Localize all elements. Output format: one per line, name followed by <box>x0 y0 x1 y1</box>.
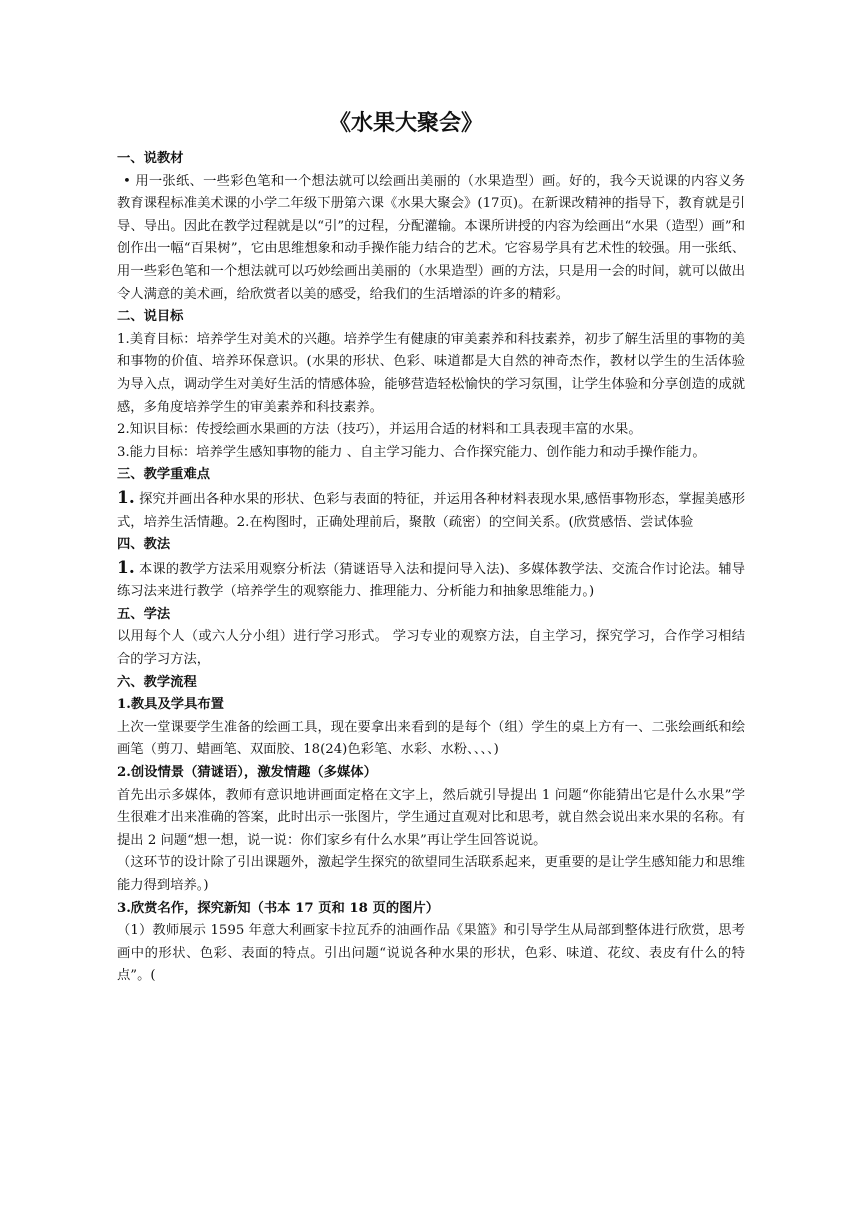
section-heading-key-points: 三、教学重难点 <box>117 467 211 483</box>
document-page <box>117 108 745 988</box>
section-heading-learning-methods: 五、学法 <box>117 606 171 622</box>
paragraph <box>117 557 745 604</box>
paragraph: • 用一张纸、一些彩色笔和一个想法就可以绘画出美丽的（水果造型）画。好的，我今天说课的内容义务教育课程标准美术课的小学二年级下册第六课《水果大聚会》(17页)。在新课改精神的指导下，教育就是引导、导出。因此在教学过程就是以“引”的过程，分配灌输。本课所讲授的内容为绘画出“水果（造型）画”和创作出一幅“百果树”，它由思维想象和动手操作能力结合的艺术。它容易学具有艺术性的较强。用一张纸、用一些彩色笔和一个想法就可以巧妙绘画出美丽的（水果造型）画的方法，只是用一会的时间，就可以做出令人满意的美术画，给欣赏者以美的感受，给我们的生活增添的许多的精彩。 <box>117 173 745 302</box>
section-heading-teaching-process: 六、教学流程 <box>117 674 197 690</box>
paragraph-text: 探究并画出各种水果的形状、色彩与表面的特征，并运用各种材料表现水果,感悟事物形态，掌握美感形式，培养生活情趣。2.在构图时，正确处理前后，聚散（疏密）的空间关系。(欣赏感悟、尝试体验 <box>117 491 745 530</box>
paragraph: 首先出示多媒体，教师有意识地讲画面定格在文字上，然后就引导提出 1 问题“你能猜出它是什么水果”学生很难才出来准确的答案，此时出示一张图片，学生通过直观对比和思考，就自然会说出来水果的名称。有提出 2 问题“想一想，说一说：你们家乡有什么水果”再让学生回答说说。 <box>117 787 745 848</box>
paragraph <box>117 487 745 534</box>
paragraph: （这环节的设计除了引出课题外，激起学生探究的欲望同生活联系起来，更重要的是让学生感知能力和思维能力得到培养。) <box>117 855 745 893</box>
section-heading-teaching-material: 一、说教材 <box>117 151 184 166</box>
paragraph: 以用每个人（或六人分小组）进行学习形式。 学习专业的观察方法，自主学习，探究学习，合作学习相结合的学习方法， <box>117 629 745 668</box>
paragraph: 1.美育目标：培养学生对美术的兴趣。培养学生有健康的审美素养和科技素养，初步了解生活里的事物的美和事物的价值、培养环保意识。(水果的形状、色彩、味道都是大自然的神奇杰作，教材以学生的生活体验为导入点，调动学生对美好生活的情感体验，能够营造轻松愉快的学习氛围，让学生体验和分享创造的成就感，多角度培养学生的审美素养和科技素养。 <box>117 331 745 415</box>
paragraph: 上次一堂课要学生准备的绘画工具，现在要拿出来看到的是每个（组）学生的桌上方有一、二张绘画纸和绘画笔（剪刀、蜡画笔、双面胶、18(24)色彩笔、水彩、水粉、、、、) <box>117 719 745 758</box>
subheading: 3.欣赏名作，探究新知（书本 17 页和 18 页的图片） <box>117 900 440 916</box>
subheading: 2.创设情景（猜谜语），激发情趣（多媒体） <box>117 765 377 781</box>
paragraph-text: 本课的教学方法采用观察分析法（猜谜语导入法和提问导入法)、多媒体教学法、交流合作讨论法。辅导练习法来进行教学（培养学生的观察能力、推理能力、分析能力和抽象思维能力。) <box>117 561 745 600</box>
paragraph: （1）教师展示 1595 年意大利画家卡拉瓦乔的油画作品《果篮》和引导学生从局部到整体进行欣赏，思考画中的形状、色彩、表面的特点。引出问题“说说各种水果的形状，色彩、味道、花纹、表皮有什么的特点”。( <box>117 923 745 984</box>
page-title: 《水果大聚会》 <box>328 110 483 136</box>
paragraph: 3.能力目标：培养学生感知事物的能力 、自主学习能力、合作探究能力、创作能力和动手操作能力。 <box>117 444 706 460</box>
section-heading-goals: 二、说目标 <box>117 309 184 325</box>
section-heading-teaching-methods: 四、教法 <box>117 537 171 553</box>
paragraph: 2.知识目标：传授绘画水果画的方法（技巧），并运用合适的材料和工具表现丰富的水果。 <box>117 422 642 438</box>
list-number: 1. <box>117 557 135 578</box>
list-number: 1. <box>117 487 135 508</box>
subheading: 1.教具及学具布置 <box>117 697 224 713</box>
